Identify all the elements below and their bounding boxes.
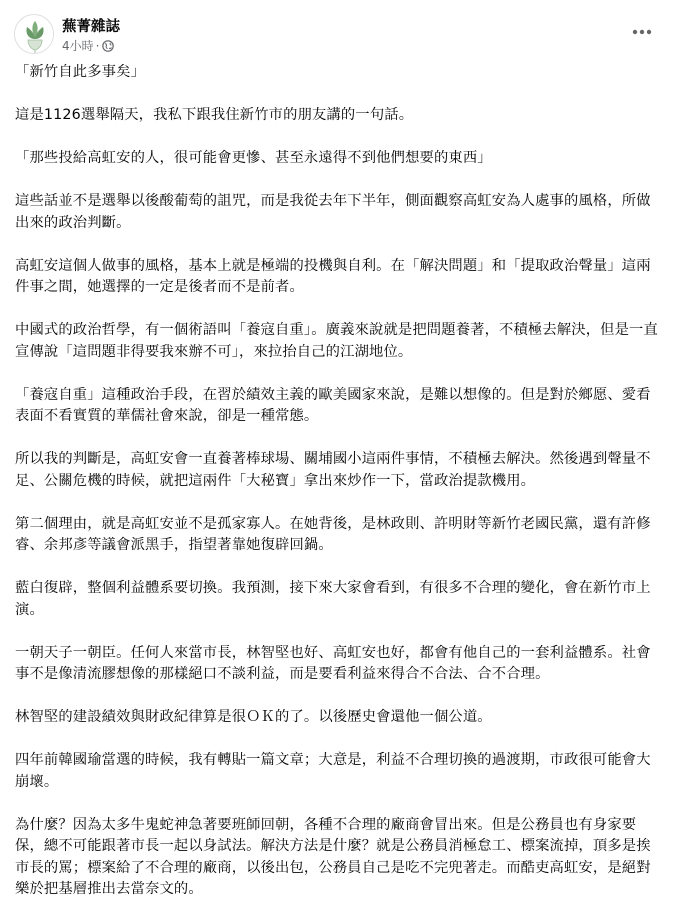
post-paragraph: 第二個理由，就是高虹安並不是孤家寡人。在她背後，是林政則、許明財等新竹老國民黨，還有許修睿、余邦彥等議會派黑手，指望著靠她復辟回鍋。 xyxy=(15,515,651,553)
post-paragraph: 為什麼？因為太多牛鬼蛇神急著要班師回朝，各種不合理的廠商會冒出來。但是公務員也有身家要保，總不可能跟著市長一起以身試法。解決方法是什麼？就是公務員消極怠工、標案流掉，頂多是挨市長的罵；標案給了不合理的廠商，以後出包，公務員自己是吃不完兜著走。而酷吏高虹安，是絕對樂於把基層推出去當奈文的。 xyxy=(15,816,651,897)
post-paragraph: 藍白復辟，整個利益體系要切換。我預測，接下來大家會看到，有很多不合理的變化，會在新竹市上演。 xyxy=(15,580,651,618)
post-paragraph: 「那些投給高虹安的人，很可能會更慘、甚至永遠得不到他們想要的東西」 xyxy=(15,150,492,166)
more-options-icon xyxy=(632,29,652,35)
post-paragraph: 高虹安這個人做事的風格，基本上就是極端的投機與自利。在「解決問題」和「提取政治聲量」這兩件事之間，她選擇的一定是後者而不是前者。 xyxy=(15,257,651,295)
post-paragraph: 中國式的政治哲學，有一個術語叫「養寇自重」。廣義來說就是把問題養著，不積極去解決，但是一直宣傳說「這問題非得要我來辦不可」，來拉抬自己的江湖地位。 xyxy=(15,322,658,360)
post-paragraph: 四年前韓國瑜當選的時候，我有轉貼一篇文章；大意是，利益不合理切換的過渡期，市政很可能會大崩壞。 xyxy=(15,752,651,790)
page-avatar[interactable] xyxy=(14,14,54,54)
post-header xyxy=(0,0,678,60)
post-paragraph: 這些話並不是選舉以後酸葡萄的詛咒，而是我從去年下半年，側面觀察高虹安為人處事的風格，所做出來的政治判斷。 xyxy=(15,193,651,231)
post-paragraph: 「新竹自此多事矣」 xyxy=(15,64,146,80)
turnip-logo xyxy=(15,15,54,54)
post-paragraph: 「養寇自重」這種政治手段，在習於績效主義的歐美國家來說，是難以想像的。但是對於鄉愿、愛看表面不看實質的華儒社會來說，卻是一種常態。 xyxy=(15,386,651,424)
page-name-link[interactable]: 蕪菁雜誌 xyxy=(62,19,120,35)
post-paragraph: 林智堅的建設績效與財政紀律算是很ＯＫ的了。以後歷史會還他一個公道。 xyxy=(15,709,492,725)
post-content xyxy=(15,62,665,922)
more-options-button[interactable] xyxy=(630,22,654,42)
post-paragraph: 所以我的判斷是，高虹安會一直養著棒球場、關埔國小這兩件事情，不積極去解決。然後遇到聲量不足、公關危機的時候，就把這兩件「大秘寶」拿出來炒作一下，當政治提款機用。 xyxy=(15,451,651,489)
globe-icon[interactable] xyxy=(102,40,114,52)
meta-separator: · xyxy=(95,38,100,53)
post-timestamp[interactable]: 4小時 xyxy=(62,39,94,53)
post-paragraph: 這是1126選舉隔天，我私下跟我住新竹市的朋友講的一句話。 xyxy=(15,107,414,123)
post-paragraph: 一朝天子一朝臣。任何人來當市長，林智堅也好、高虹安也好，都會有他自己的一套利益體系。社會事不是像清流膠想像的那樣絕口不談利益，而是要看利益來得合不合法、合不合理。 xyxy=(15,644,651,682)
post-meta xyxy=(62,37,114,54)
